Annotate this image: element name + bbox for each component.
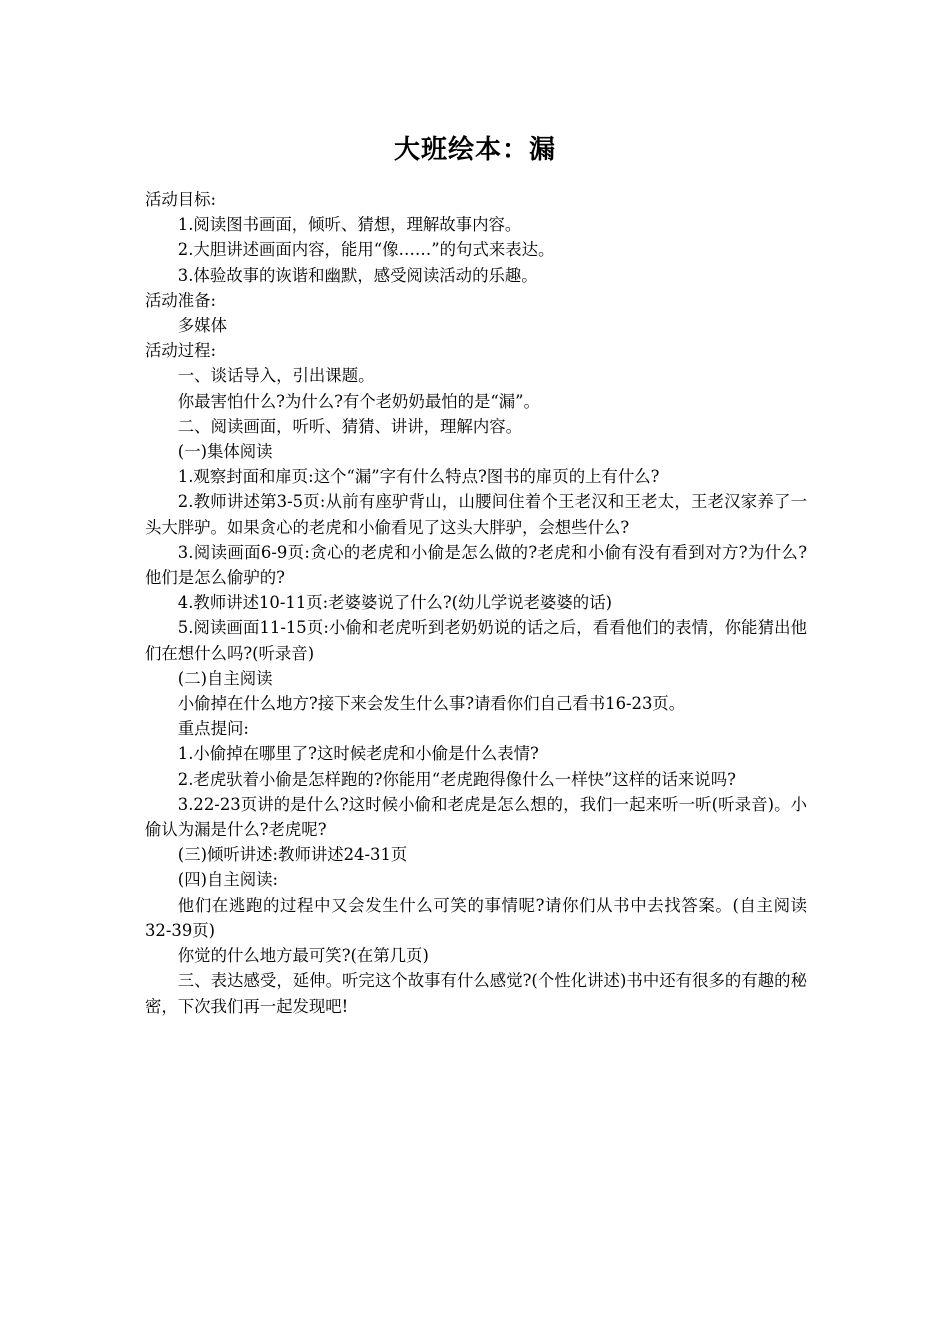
body-paragraph: 4.教师讲述10-11页:老婆婆说了什么?(幼儿学说老婆婆的话) [177,593,612,613]
body-paragraph: 重点提问: [177,719,249,739]
section-heading: 活动目标: [145,190,217,209]
section-heading: 活动准备: [145,290,217,310]
body-paragraph: (四)自主阅读: [177,870,279,890]
body-paragraph: 多媒体 [177,316,227,336]
body-paragraph: 二、阅读画面，听听、猜猜、讲讲，理解内容。 [177,416,522,436]
body-paragraph: 你最害怕什么?为什么?有个老奶奶最怕的是“漏”。 [177,391,540,411]
document-body [145,187,807,1019]
body-paragraph: 你觉的什么地方最可笑?(在第几页) [177,946,429,966]
body-paragraph: 5.阅读画面11-15页:小偷和老虎听到老奶奶说的话之后，看看他们的表情，你能猜出他们在想什么吗?(听录音) [145,618,807,663]
body-paragraph: (二)自主阅读 [177,668,273,688]
body-paragraph: 3.体验故事的诙谐和幽默，感受阅读活动的乐趣。 [177,265,538,285]
body-paragraph: 三、表达感受，延伸。听完这个故事有什么感觉?(个性化讲述)书中还有很多的有趣的秘密，下次我们再一起发现吧! [145,971,807,1016]
body-paragraph: 3.22-23页讲的是什么?这时候小偷和老虎是怎么想的，我们一起来听一听(听录音)。小偷认为漏是什么?老虎呢? [145,794,807,840]
body-paragraph: 1.观察封面和扉页:这个“漏”字有什么特点?图书的扉页的上有什么? [177,467,660,487]
document-title: 大班绘本：漏 [393,135,556,165]
body-paragraph: 一、谈话导入，引出课题。 [177,366,375,386]
body-paragraph: 他们在逃跑的过程中又会发生什么可笑的事情呢?请你们从书中去找答案。(自主阅读32-39页) [145,895,807,940]
body-paragraph: 2.教师讲述第3-5页:从前有座驴背山，山腰间住着个王老汉和王老太，王老汉家养了一头大胖驴。如果贪心的老虎和小偷看见了这头大胖驴，会想些什么? [145,492,807,537]
body-paragraph: 2.大胆讲述画面内容，能用“像……”的句式来表达。 [177,240,555,260]
body-paragraph: 1.小偷掉在哪里了?这时候老虎和小偷是什么表情? [177,744,539,764]
body-paragraph: 1.阅读图书画面，倾听、猜想，理解故事内容。 [177,215,522,235]
body-paragraph: 2.老虎驮着小偷是怎样跑的?你能用“老虎跑得像什么一样快”这样的话来说吗? [177,769,736,789]
body-paragraph: (一)集体阅读 [177,442,273,462]
body-paragraph: 小偷掉在什么地方?接下来会发生什么事?请看你们自己看书16-23页。 [177,694,686,714]
body-paragraph: (三)倾听讲述:教师讲述24-31页 [177,845,408,865]
body-paragraph: 3.阅读画面6-9页:贪心的老虎和小偷是怎么做的?老虎和小偷有没有看到对方?为什么?他们是怎么偷驴的? [145,542,807,588]
section-heading: 活动过程: [145,341,217,361]
